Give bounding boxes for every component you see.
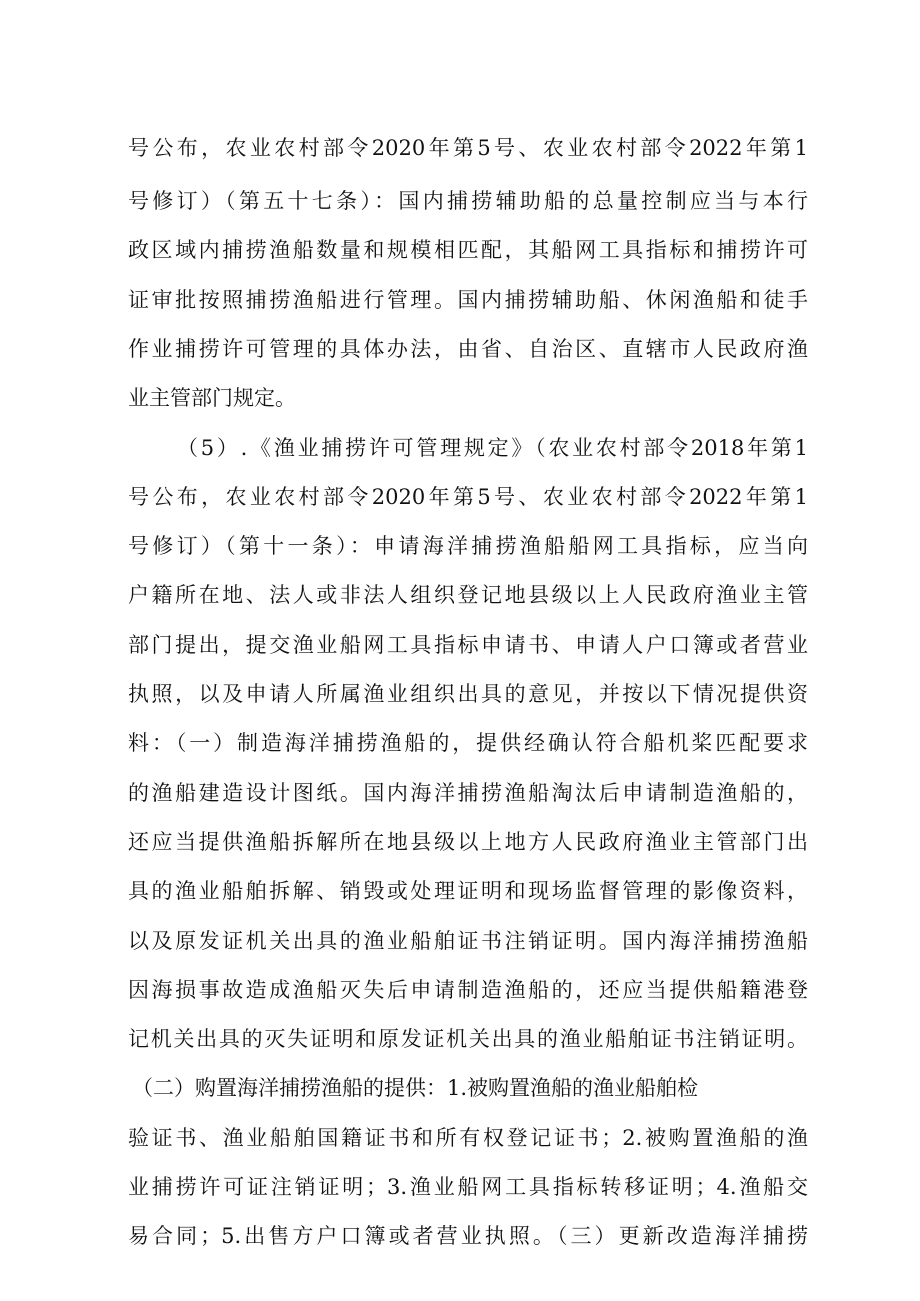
paragraph-line: 执照，以及申请人所属渔业组织出具的意见，并按以下情况提供资 <box>128 682 808 706</box>
paragraph-line: 号公布，农业农村部令2020年第5号、农业农村部令2022年第1 <box>128 485 808 509</box>
paragraph-line: 政区域内捕捞渔船数量和规模相匹配，其船网工具指标和捕捞许可 <box>128 238 808 262</box>
paragraph-line: （5）.《渔业捕捞许可管理规定》（农业农村部令2018年第1 <box>177 436 808 460</box>
paragraph-line: 以及原发证机关出具的渔业船舶证书注销证明。国内海洋捕捞渔船 <box>128 929 808 953</box>
paragraph-line: 号修订）（第十一条）：申请海洋捕捞渔船船网工具指标，应当向 <box>128 534 808 558</box>
paragraph-line: 号修订）（第五十七条）：国内捕捞辅助船的总量控制应当与本行 <box>128 189 808 213</box>
paragraph-line: 料：（一）制造海洋捕捞渔船的，提供经确认符合船机桨匹配要求 <box>128 731 808 755</box>
paragraph-line: 的渔船建造设计图纸。国内海洋捕捞渔船淘汰后申请制造渔船的， <box>128 781 808 805</box>
paragraph-line: 业主管部门规定。 <box>128 386 296 410</box>
paragraph-line: 易合同；5.出售方户口簿或者营业执照。（三）更新改造海洋捕捞 <box>128 1224 808 1248</box>
paragraph-line: 部门提出，提交渔业船网工具指标申请书、申请人户口簿或者营业 <box>128 633 808 657</box>
paragraph-line: 户籍所在地、法人或非法人组织登记地县级以上人民政府渔业主管 <box>128 583 808 607</box>
paragraph-line: 验证书、渔业船舶国籍证书和所有权登记证书；2.被购置渔船的渔 <box>128 1126 808 1150</box>
paragraph-line: （二）购置海洋捕捞渔船的提供：1.被购置渔船的渔业船舶检 <box>132 1076 699 1100</box>
paragraph-line: 证审批按照捕捞渔船进行管理。国内捕捞辅助船、休闲渔船和徒手 <box>128 288 808 312</box>
paragraph-line: 具的渔业船舶拆解、销毁或处理证明和现场监督管理的影像资料， <box>128 879 808 903</box>
paragraph-line: 业捕捞许可证注销证明；3.渔业船网工具指标转移证明；4.渔船交 <box>128 1175 808 1199</box>
paragraph-line: 因海损事故造成渔船灭失后申请制造渔船的，还应当提供船籍港登 <box>128 978 808 1002</box>
paragraph-line: 作业捕捞许可管理的具体办法，由省、自治区、直辖市人民政府渔 <box>128 337 808 361</box>
paragraph-line: 记机关出具的灭失证明和原发证机关出具的渔业船舶证书注销证明。 <box>128 1027 808 1051</box>
paragraph-line: 还应当提供渔船拆解所在地县级以上地方人民政府渔业主管部门出 <box>128 830 808 854</box>
paragraph-line: 号公布，农业农村部令2020年第5号、农业农村部令2022年第1 <box>128 136 808 160</box>
